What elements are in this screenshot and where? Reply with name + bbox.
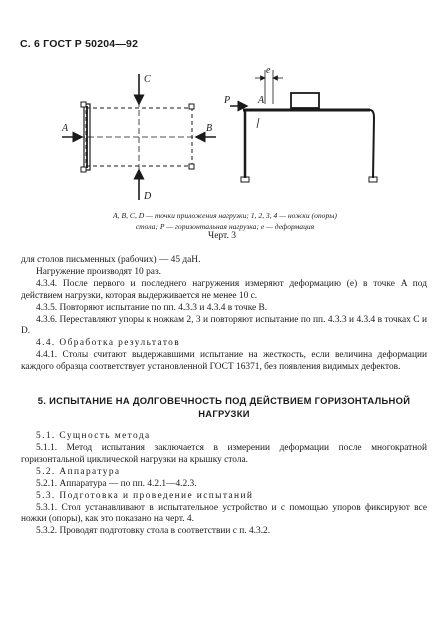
plan-view (62, 74, 216, 200)
label-e: e (266, 65, 271, 76)
caption-line-1: A, B, C, D — точки приложения нагрузки; 1, 2, 3, 4 — ножки (опоры) (113, 211, 337, 220)
paragraph: 4.3.5. Повторяют испытание по пп. 4.3.3 и 4.3.4 в точке B. (36, 302, 268, 313)
paragraph: 5.3. Подготовка и проведение испытаний (36, 490, 254, 501)
label-c: C (144, 74, 151, 85)
paragraph: 5.1. Сущность метода (36, 431, 151, 442)
paragraph: 5.3.1. Стол устанавливают в испытательное устройство и с помощью упоров фиксируют все ножки (опоры), как это показано на черт. 4. (21, 502, 427, 525)
document-body (21, 255, 427, 538)
paragraph: Нагружение производят 10 раз. (36, 266, 161, 277)
figure-3 (40, 60, 420, 225)
section-title: 5. ИСПЫТАНИЕ НА ДОЛГОВЕЧНОСТЬ ПОД ДЕЙСТВИЕМ ГОРИЗОНТАЛЬНОЙ НАГРУЗКИ (37, 395, 411, 420)
paragraph: 4.3.6. Переставляют упоры к ножкам 2, 3 и повторяют испытание по пп. 4.3.3 и 4.3.4 в точках C и D. (21, 314, 427, 337)
paragraph: 5.2.1. Аппаратура — по пп. 4.2.1—4.2.3. (36, 478, 197, 489)
label-p: P (224, 95, 231, 106)
paragraph: 4.4. Обработка результатов (36, 338, 181, 349)
label-d: D (144, 191, 152, 202)
label-a-side: A (258, 95, 265, 106)
figure-caption (40, 210, 410, 232)
paragraph: для столов письменных (рабочих) — 45 даН. (21, 255, 201, 265)
paragraph: 5.3.2. Проводят подготовку стола в соответствии с п. 4.3.2. (36, 526, 271, 537)
page-header: С. 6 ГОСТ Р 50204—92 (20, 38, 139, 50)
paragraph: 5.1.1. Метод испытания заключается в измерении деформации после многократной горизонтальной циклической нагрузки на крышку стола. (21, 442, 427, 465)
paragraph: 5.2. Аппаратура (36, 466, 121, 477)
label-b: B (206, 123, 213, 134)
paragraph: 4.3.4. После первого и последнего нагружения измеряют деформацию (e) в точке A под действием нагрузки, которая выдерживается не менее 10 с. (21, 278, 427, 301)
figure-number: Черт. 3 (208, 231, 236, 241)
caption-line-2: стола; P — горизонтальная нагрузка; e — деформация (135, 222, 315, 231)
paragraph: 4.4.1. Столы считают выдержавшими испытание на жесткость, если величина деформации каждого образца соответствует установленной ГОСТ 16371, без появления видимых дефектов. (21, 350, 427, 373)
label-a: A (62, 123, 69, 134)
side-view (230, 70, 377, 182)
